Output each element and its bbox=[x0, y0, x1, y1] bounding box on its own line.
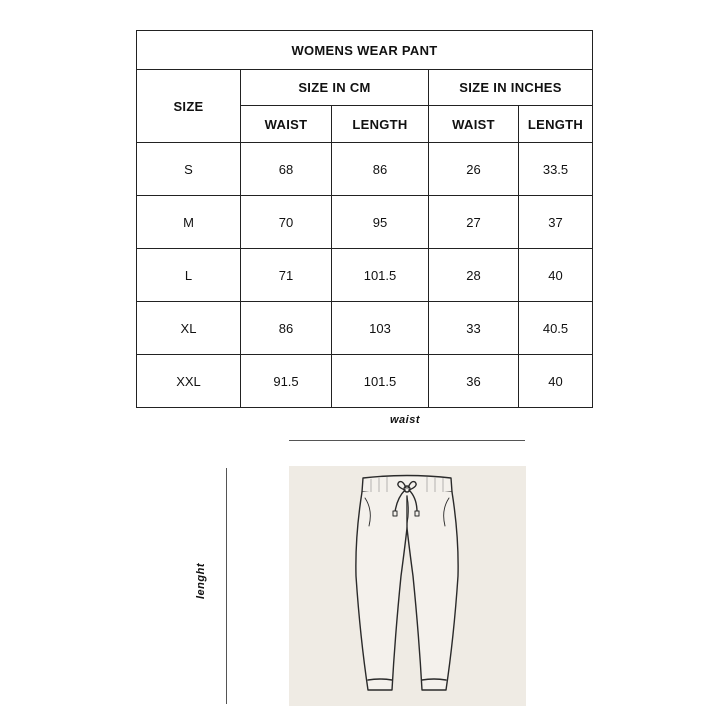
length-cm-header: LENGTH bbox=[332, 106, 429, 143]
table-row bbox=[137, 196, 593, 249]
size-cell: L bbox=[137, 249, 241, 302]
table-row bbox=[137, 143, 593, 196]
waist-measure-label: waist bbox=[390, 414, 421, 426]
inches-group-header: SIZE IN INCHES bbox=[429, 70, 593, 106]
length-measure-label: lenght bbox=[195, 563, 207, 599]
waist-cm-cell: 71 bbox=[241, 249, 332, 302]
waist-cm-cell: 91.5 bbox=[241, 355, 332, 408]
table-row bbox=[137, 302, 593, 355]
size-cell: M bbox=[137, 196, 241, 249]
waist-measure-line bbox=[289, 440, 525, 441]
length-inches-cell: 40 bbox=[519, 355, 593, 408]
waist-inches-cell: 26 bbox=[429, 143, 519, 196]
size-cell: XL bbox=[137, 302, 241, 355]
length-inches-cell: 40.5 bbox=[519, 302, 593, 355]
table-row bbox=[137, 355, 593, 408]
length-cm-cell: 101.5 bbox=[332, 249, 429, 302]
length-inches-header: LENGTH bbox=[519, 106, 593, 143]
length-cm-cell: 101.5 bbox=[332, 355, 429, 408]
length-inches-cell: 37 bbox=[519, 196, 593, 249]
waist-inches-header: WAIST bbox=[429, 106, 519, 143]
waist-cm-cell: 70 bbox=[241, 196, 332, 249]
length-inches-cell: 40 bbox=[519, 249, 593, 302]
size-cell: XXL bbox=[137, 355, 241, 408]
waist-inches-cell: 27 bbox=[429, 196, 519, 249]
size-column-header: SIZE bbox=[137, 70, 241, 143]
cm-group-header: SIZE IN CM bbox=[241, 70, 429, 106]
length-measure-line bbox=[226, 468, 227, 704]
table-row bbox=[137, 249, 593, 302]
waist-inches-cell: 33 bbox=[429, 302, 519, 355]
length-cm-cell: 95 bbox=[332, 196, 429, 249]
waist-cm-header: WAIST bbox=[241, 106, 332, 143]
size-chart-table bbox=[136, 30, 593, 408]
size-cell: S bbox=[137, 143, 241, 196]
waist-cm-cell: 86 bbox=[241, 302, 332, 355]
pant-illustration bbox=[289, 466, 526, 706]
length-cm-cell: 86 bbox=[332, 143, 429, 196]
waist-inches-cell: 28 bbox=[429, 249, 519, 302]
waist-inches-cell: 36 bbox=[429, 355, 519, 408]
length-inches-cell: 33.5 bbox=[519, 143, 593, 196]
pant-illustration-panel bbox=[289, 466, 526, 706]
table-title: WOMENS WEAR PANT bbox=[137, 31, 593, 70]
waist-cm-cell: 68 bbox=[241, 143, 332, 196]
length-cm-cell: 103 bbox=[332, 302, 429, 355]
